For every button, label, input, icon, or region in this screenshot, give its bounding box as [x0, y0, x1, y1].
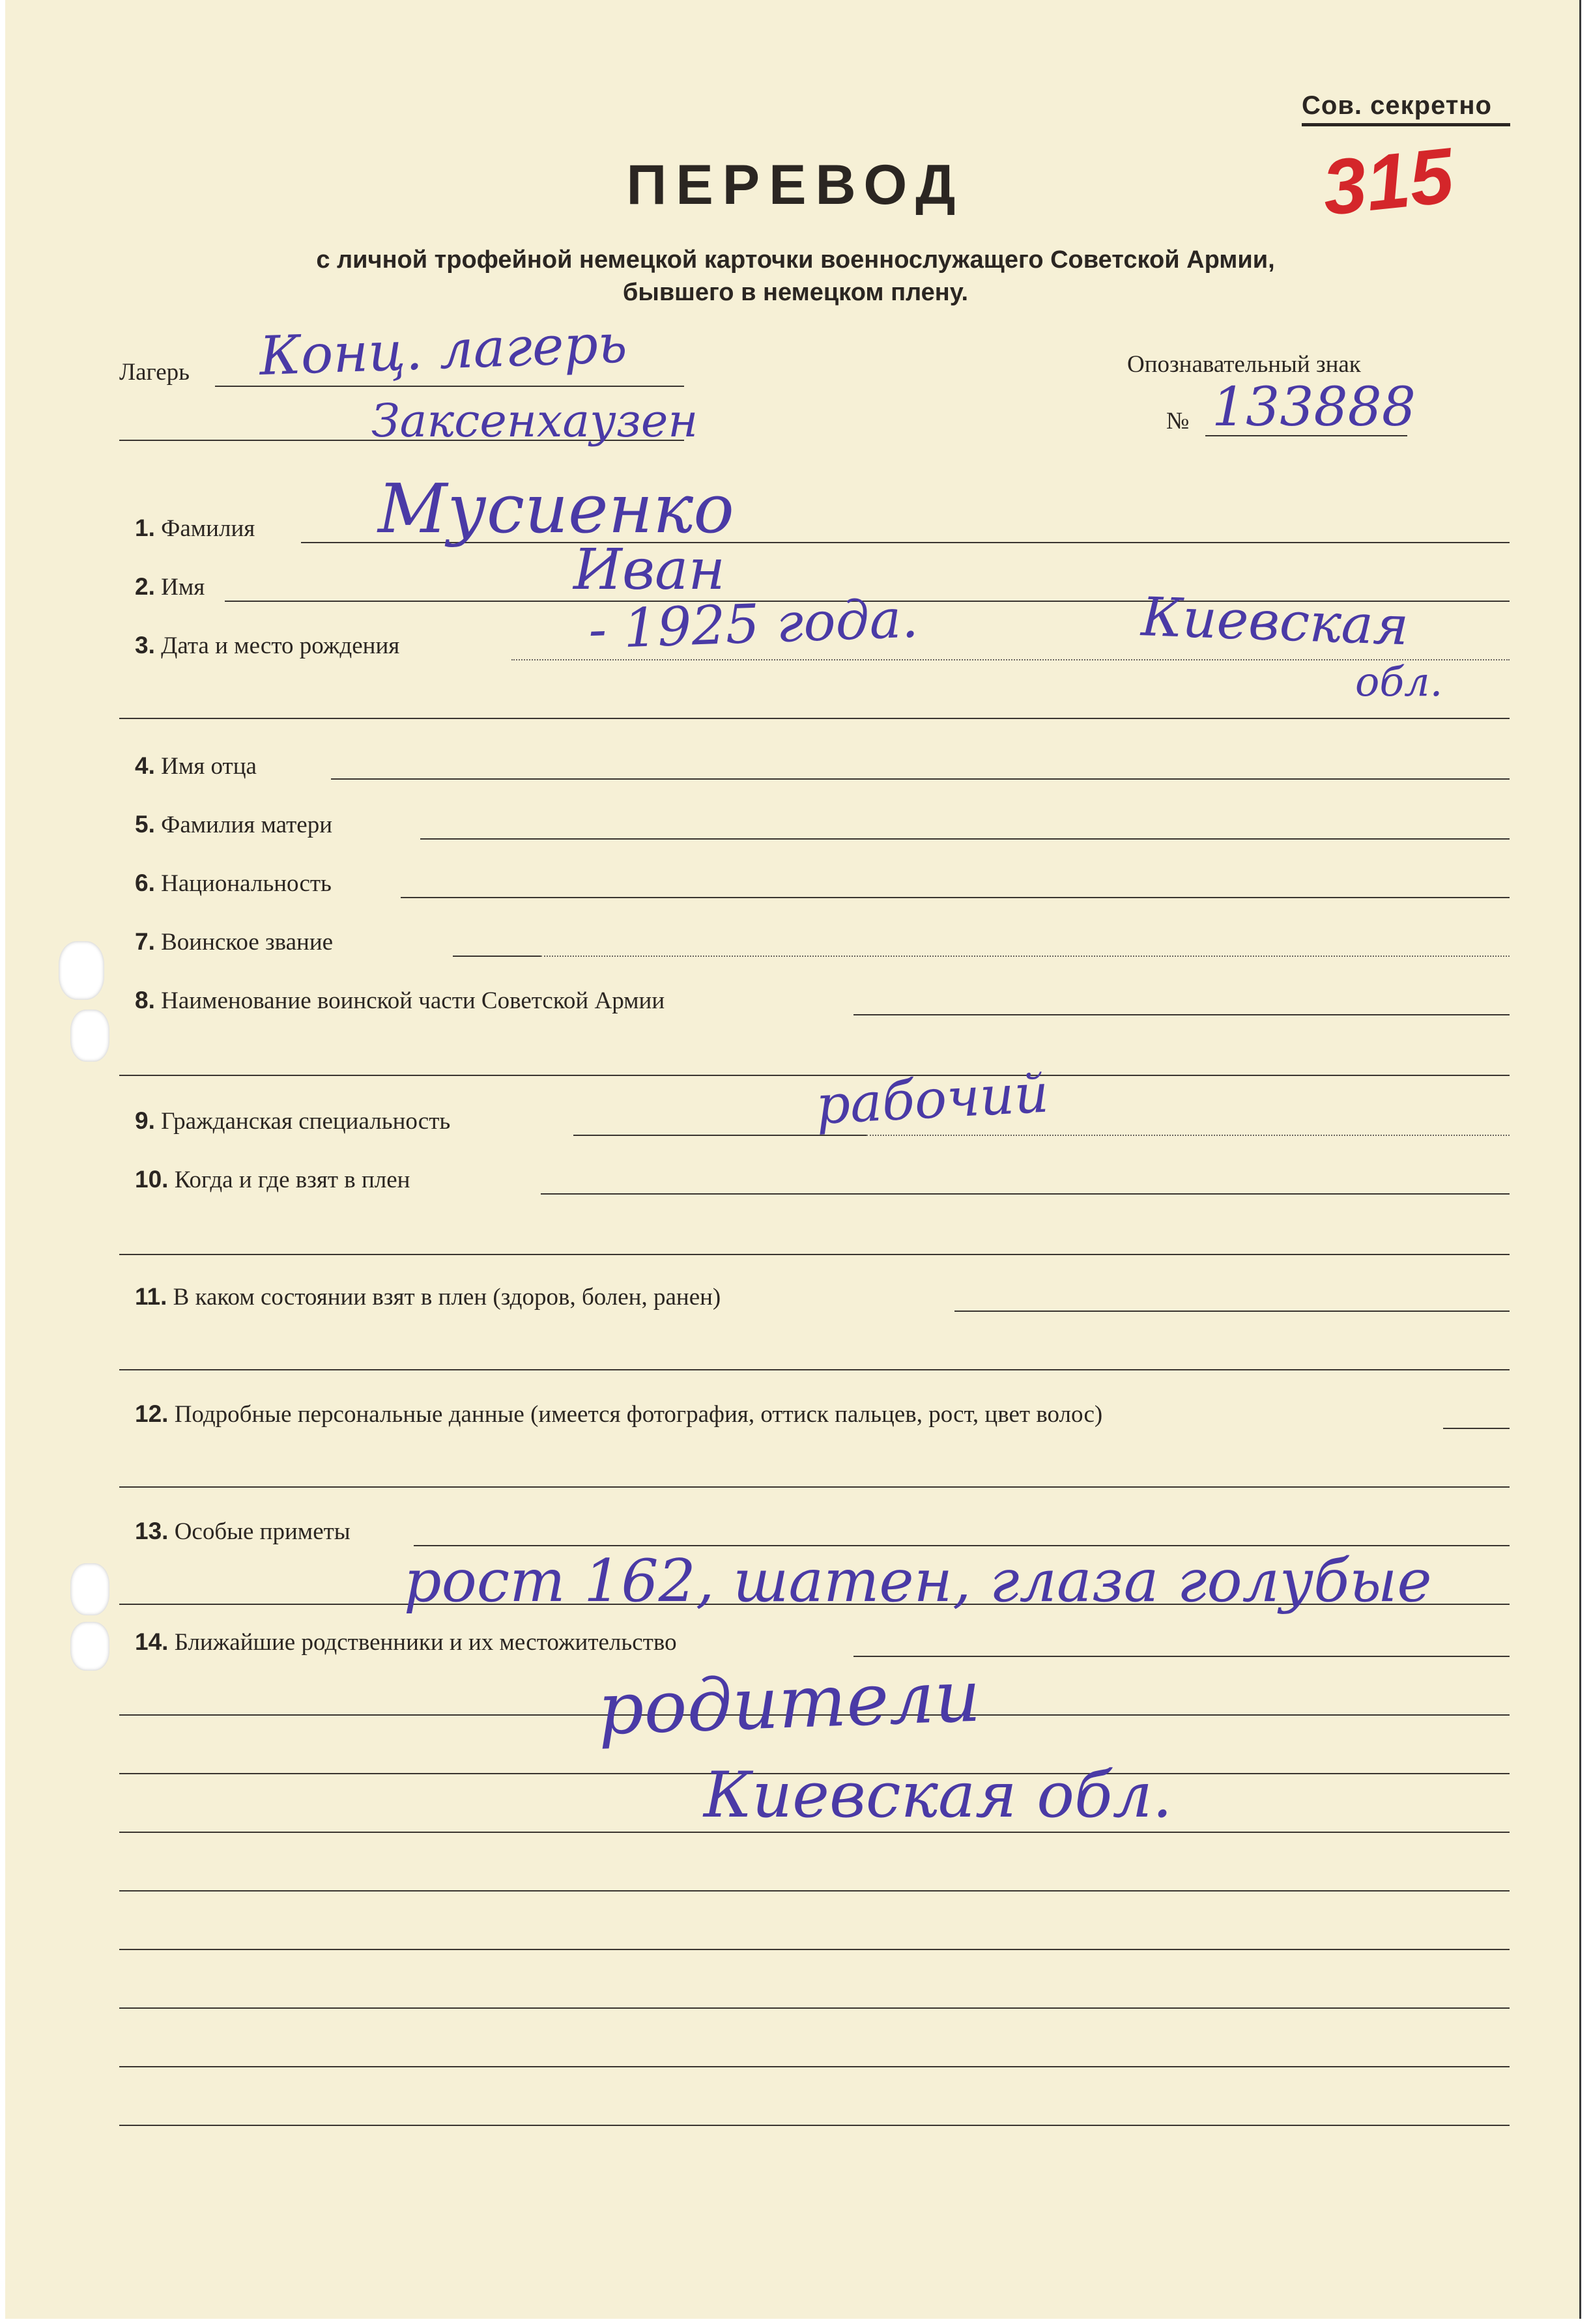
camp-value-1: Конц. лагерь [258, 313, 629, 388]
field-14-value-2: Киевская обл. [704, 1759, 1173, 1832]
field-3-place: Киевская [1140, 586, 1410, 658]
ruled-line [119, 2007, 1510, 2009]
camp-label: Лагерь [119, 359, 190, 386]
field-10-line-2 [119, 1254, 1510, 1255]
subtitle-line-1: с личной трофейной немецкой карточки военнослужащего Советской Армии, [316, 246, 1275, 274]
field-3-value: - 1925 года. [587, 588, 919, 661]
field-12-line-2 [119, 1486, 1510, 1488]
field-12-line [1443, 1428, 1510, 1429]
field-8-line [853, 1014, 1510, 1015]
field-1-value: Мусиенко [378, 469, 734, 548]
camp-value-2: Заксенхаузен [371, 394, 698, 447]
field-6-line [401, 897, 1510, 898]
field-1-label: 1. Фамилия [135, 515, 255, 542]
field-13-line [414, 1545, 1510, 1546]
punch-hole [70, 1563, 109, 1615]
field-2-label: 2. Имя [135, 573, 205, 601]
subtitle-line-2: бывшего в немецком плену. [622, 279, 969, 306]
field-14-value: родители [596, 1654, 982, 1751]
field-7-line-b [541, 956, 1510, 957]
field-14-label: 14. Ближайшие родственники и их местожительство [135, 1628, 677, 1656]
classification-mark: Сов. секретно [1302, 91, 1510, 126]
field-11-line [954, 1311, 1510, 1312]
id-label: Опознавательный знак [1127, 351, 1361, 378]
form-sheet [5, 0, 1581, 2319]
ruled-line [119, 1890, 1510, 1892]
ruled-line [119, 2066, 1510, 2067]
field-13-value: рост 162, шатен, глаза голубые [404, 1547, 1432, 1615]
field-3-label: 3. Дата и место рождения [135, 632, 400, 659]
field-12-label: 12. Подробные персональные данные (имеется фотография, оттиск пальцев, рост, цвет волос) [135, 1400, 1103, 1428]
ruled-line [119, 1949, 1510, 1950]
red-pencil-number: 315 [1318, 131, 1457, 233]
ruled-line [119, 2125, 1510, 2126]
document-title: ПЕРЕВОД [626, 154, 965, 216]
field-6-label: 6. Национальность [135, 870, 332, 897]
punch-hole [59, 941, 104, 1000]
field-3-line-2 [119, 718, 1510, 719]
field-7-label: 7. Воинское звание [135, 928, 334, 956]
field-4-label: 4. Имя отца [135, 752, 257, 780]
field-11-line-2 [119, 1369, 1510, 1370]
field-5-line [420, 838, 1510, 840]
field-9-label: 9. Гражданская специальность [135, 1107, 451, 1135]
field-9-value: рабочий [814, 1062, 1050, 1137]
number-sign: № [1166, 408, 1190, 434]
id-value: 133888 [1212, 376, 1416, 438]
field-10-label: 10. Когда и где взят в плен [135, 1166, 410, 1193]
punch-hole [70, 1010, 109, 1062]
field-13-label: 13. Особые приметы [135, 1518, 351, 1545]
ruled-line [119, 1832, 1510, 1833]
field-11-label: 11. В каком состоянии взят в плен (здоров, болен, ранен) [135, 1283, 721, 1311]
field-4-line [331, 778, 1510, 780]
punch-hole [70, 1622, 109, 1671]
field-10-line [541, 1193, 1510, 1195]
field-8-label: 8. Наименование воинской части Советской Армии [135, 987, 665, 1014]
field-2-value: Иван [573, 537, 725, 602]
field-7-line-a [453, 956, 541, 957]
field-5-label: 5. Фамилия матери [135, 811, 333, 838]
field-3-region: обл. [1355, 658, 1443, 705]
field-9-line-b [867, 1135, 1510, 1136]
